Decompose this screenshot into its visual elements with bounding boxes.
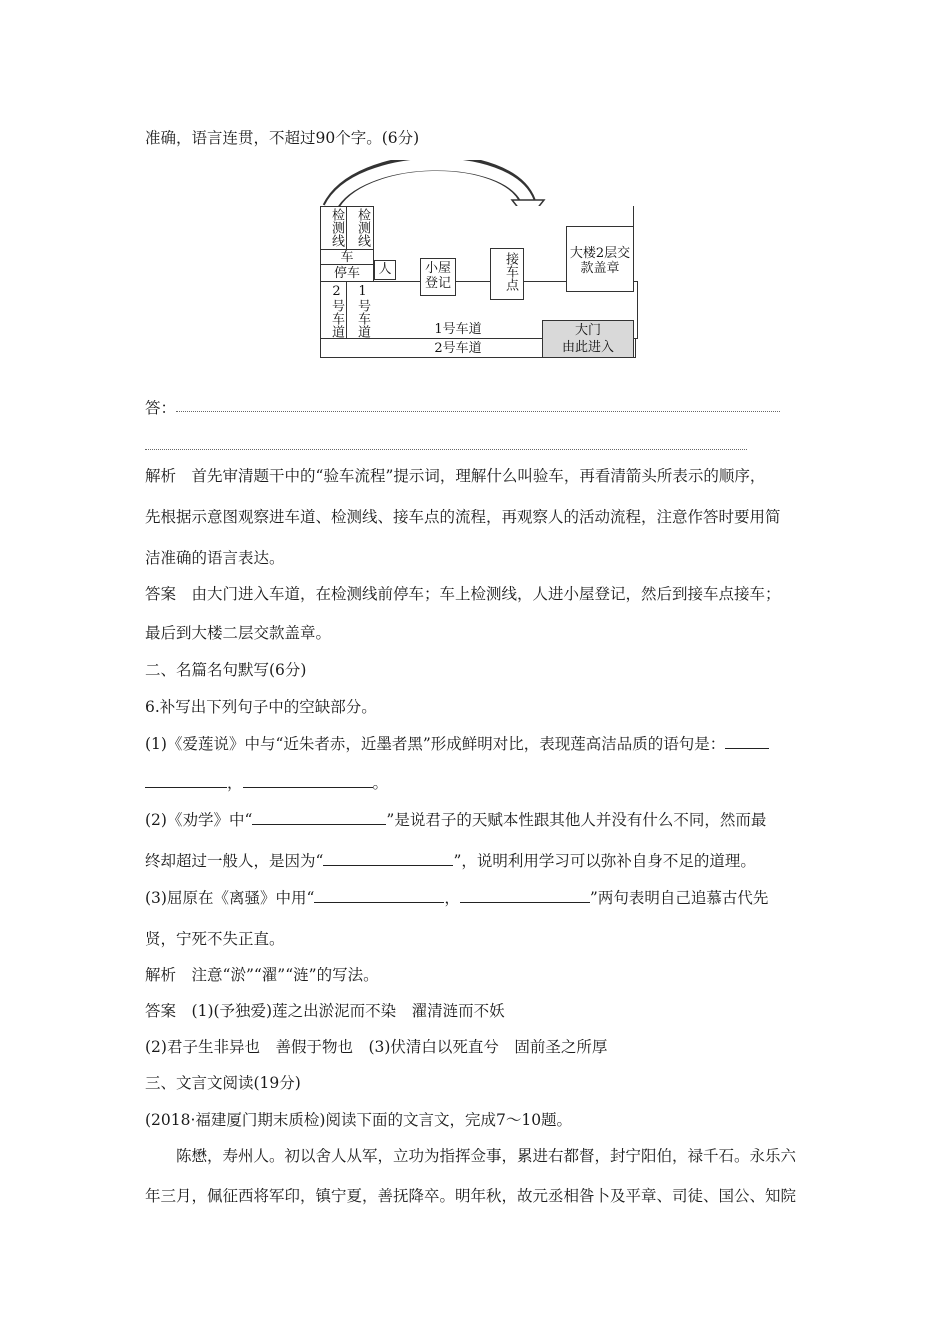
lane1-label: 1号车道: [434, 322, 482, 337]
q6-2-line-1: [145, 810, 766, 830]
answer-1-line-2: 最后到大楼二层交款盖章。: [145, 624, 332, 642]
analysis-2-label: 解析: [145, 966, 177, 984]
q6-3-text-a: (3)屈原在《离骚》中用“: [145, 889, 315, 907]
answer-1-line-1: [145, 584, 781, 604]
analysis-1-line-2: 先根据示意图观察进车道、检测线、接车点的流程，再观察人的活动流程，注意作答时要用简: [145, 508, 781, 526]
q6-1-period: 。: [372, 774, 389, 792]
answer-label: 答：: [145, 399, 177, 417]
answer-1-text-1: 由大门进入车道，在检测线前停车；车上检测线，人进小屋登记，然后到接车点接车；: [191, 585, 781, 603]
inspection-flow-diagram: [318, 160, 634, 360]
check-line-1: 检测线: [329, 208, 344, 247]
fill-blank[interactable]: [314, 888, 444, 903]
q6-1-line-2: [145, 773, 388, 793]
fill-blank[interactable]: [243, 773, 373, 788]
q6-3-line-1: [145, 888, 768, 908]
q6-2-text-a: (2)《劝学》中“: [145, 811, 253, 829]
analysis-1-label: 解析: [145, 467, 177, 485]
q6-3-comma: ，: [444, 889, 460, 907]
analysis-1-line-1: [145, 466, 765, 486]
question-6: 6.补写出下列句子中的空缺部分。: [145, 698, 377, 716]
q6-2-text-c: 终却超过一般人，是因为“: [145, 852, 324, 870]
q6-1-comma: ，: [227, 774, 243, 792]
q6-3-text-b: ”两句表明自己追慕古代先: [589, 889, 769, 907]
answer-1-label: 答案: [145, 585, 177, 603]
answer-2-line-2: (2)君子生非异也 善假于物也 (3)伏清白以死直兮 固前圣之所厚: [145, 1038, 608, 1056]
analysis-2-line: [145, 965, 379, 985]
top-line: 准确，语言连贯，不超过90个字。(6分): [145, 129, 420, 147]
analysis-1-line-3: 洁准确的语言表达。: [145, 549, 285, 567]
q6-1-line-1: [145, 734, 769, 754]
gate-label-2: 由此进入: [561, 340, 614, 355]
passage-line-2: 年三月，佩征西将军印，镇宁夏，善抚降卒。明年秋，故元丞相昝卜及平章、司徒、国公、知院: [145, 1187, 797, 1205]
lane2-vertical-label: 2号车道: [329, 284, 344, 338]
fill-blank[interactable]: [725, 734, 769, 749]
fill-blank[interactable]: [460, 888, 590, 903]
q6-2-line-2: [145, 851, 756, 871]
analysis-2-text: 注意“淤”“濯”“涟”的写法。: [191, 966, 379, 984]
fill-blank[interactable]: [323, 851, 453, 866]
car-label: 车: [340, 250, 354, 265]
pickup-label: 接车点: [503, 252, 518, 291]
lane2-label: 2号车道: [434, 341, 482, 356]
hut-label: 小屋登记: [424, 261, 451, 291]
passage-intro: (2018·福建厦门期末质检)阅读下面的文言文，完成7～10题。: [145, 1111, 573, 1129]
person-label: 人: [378, 262, 392, 277]
analysis-1-text-1: 首先审清题干中的“验车流程”提示词，理解什么叫验车，再看清箭头所表示的顺序，: [191, 467, 766, 485]
gate-label-1: 大门: [574, 323, 601, 338]
check-line-2: 检测线: [355, 208, 370, 247]
passage-line-1: 陈懋，寿州人。初以舍人从军，立功为指挥佥事，累进右都督，封宁阳伯，禄千石。永乐六: [176, 1147, 797, 1165]
fill-blank[interactable]: [252, 810, 386, 825]
answer-2-line-1: [145, 1001, 505, 1021]
q6-3-line-2: 贤，宁死不失正直。: [145, 930, 285, 948]
section-3-heading: 三、文言文阅读(19分): [145, 1074, 301, 1092]
section-2-heading: 二、名篇名句默写(6分): [145, 661, 307, 679]
q6-1-text: (1)《爱莲说》中与“近朱者赤，近墨者黑”形成鲜明对比，表现莲高洁品质的语句是：: [145, 735, 726, 753]
q6-2-text-b: ”是说君子的天赋本性跟其他人并没有什么不同，然而最: [386, 811, 767, 829]
answer-dotted-line-1: [176, 411, 780, 412]
answer-2-label: 答案: [145, 1002, 177, 1020]
lane1-vertical-label: 1号车道: [355, 284, 370, 338]
stop-label: 停车: [333, 266, 360, 281]
fill-blank[interactable]: [145, 773, 227, 788]
answer-dotted-line-2: [145, 449, 747, 450]
answer-2-text-1: (1)(予独爱)莲之出淤泥而不染 濯清涟而不妖: [191, 1002, 505, 1020]
q6-2-text-d: ”，说明利用学习可以弥补自身不足的道理。: [453, 852, 756, 870]
building-label: 大楼2层交款盖章: [569, 246, 631, 276]
